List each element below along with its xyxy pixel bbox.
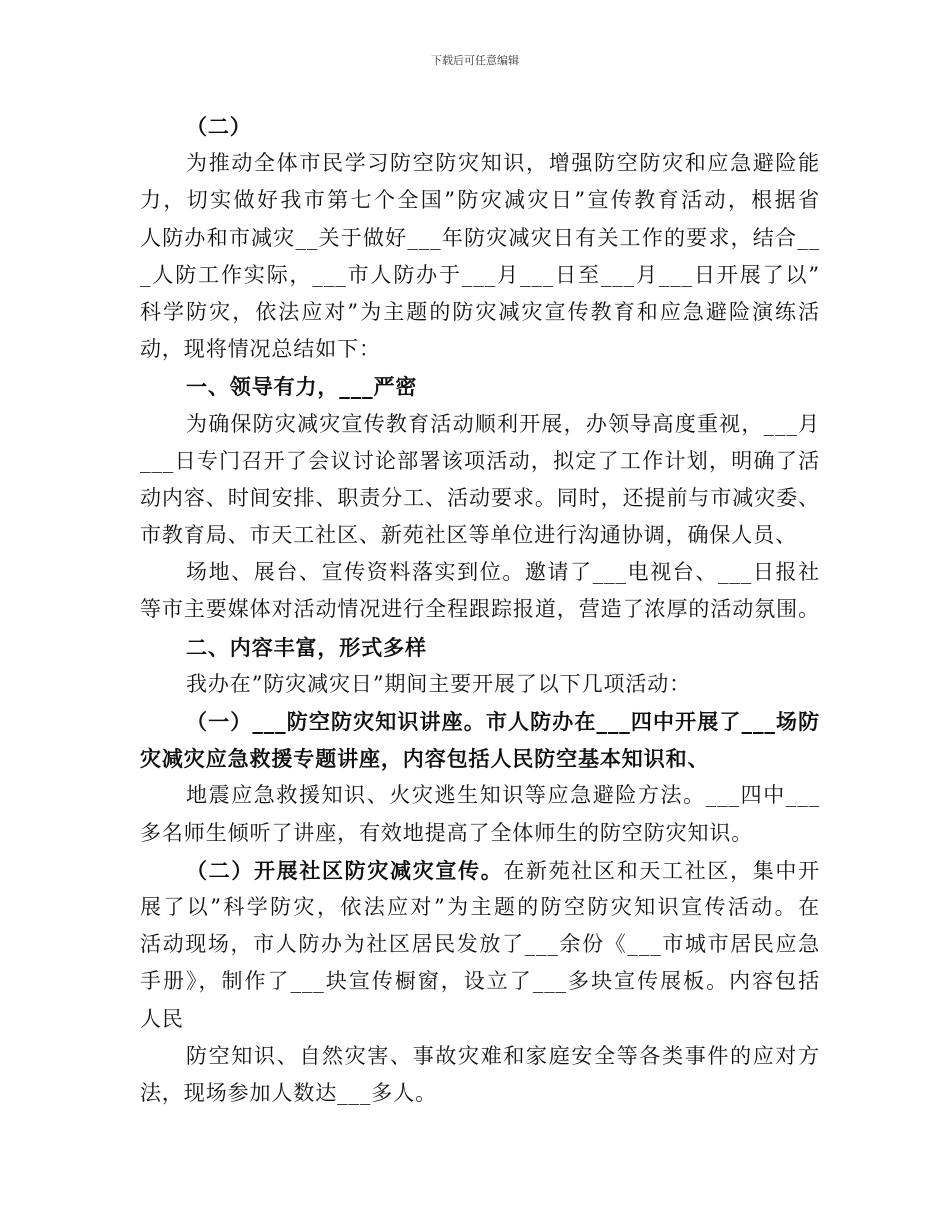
text-line: 地震应急救援知识、火灾逃生知识等应急避险方法。___四中___ — [186, 783, 820, 808]
text-line: 手册》，制作了___块宣传橱窗，设立了___多块宣传展板。内容包括 — [140, 969, 820, 994]
text-line: 二、内容丰富，形式多样 — [186, 634, 427, 660]
text-line: 展了以”科学防灾，依法应对”为主题的防空防灾知识宣传活动。在 — [140, 894, 820, 919]
text-line: 等市主要媒体对活动情况进行全程跟踪报道，营造了浓厚的活动氛围。 — [140, 597, 820, 622]
text-line: 动内容、时间安排、职责分工、活动要求。同时，还提前与市减灾委、 — [140, 485, 820, 510]
header-note: 下载后可任意编辑 — [431, 54, 519, 67]
bold-run: （二）开展社区防灾减灾宣传。 — [186, 857, 504, 883]
text-line: （一）___防空防灾知识讲座。市人防办在___四中开展了___场防 — [186, 709, 820, 734]
text-line: 人防办和市减灾__关于做好___年防灾减灾日有关工作的要求，结合__ — [140, 225, 820, 250]
text-line: 一、领导有力，___严密 — [186, 374, 418, 400]
text-run: 在新苑社区和天工社区，集中开 — [503, 858, 820, 883]
text-line: _人防工作实际，___市人防办于___月___日至___月___日开展了以” — [140, 262, 820, 287]
text-line: 多名师生倾听了讲座，有效地提高了全体师生的防空防灾知识。 — [140, 820, 754, 845]
text-line: 力，切实做好我市第七个全国”防灾减灾日”宣传教育活动，根据省 — [140, 188, 820, 213]
text-line: 防空知识、自然灾害、事故灾难和家庭安全等各类事件的应对方 — [186, 1043, 820, 1068]
text-line: ___日专门召开了会议讨论部署该项活动，拟定了工作计划，明确了活 — [140, 448, 820, 473]
text-line: 场地、展台、宣传资料落实到位。邀请了___电视台、___日报社 — [186, 560, 820, 585]
text-line: 法，现场参加人数达___多人。 — [140, 1080, 437, 1105]
text-line: 为推动全体市民学习防空防灾知识，增强防空防灾和应急避险能 — [186, 151, 820, 176]
text-line: 动，现将情况总结如下： — [140, 337, 381, 362]
text-line: 科学防灾，依法应对”为主题的防灾减灾宣传教育和应急避险演练活 — [140, 299, 820, 324]
text-line: 灾减灾应急救援专题讲座，内容包括人民防空基本知识和、 — [140, 746, 710, 772]
text-line: 人民 — [140, 1006, 184, 1031]
text-line: （二） — [186, 114, 252, 139]
text-line — [140, 852, 820, 889]
text-line: 市教育局、市天工社区、新苑社区等单位进行沟通协调，确保人员、 — [140, 523, 797, 548]
text-line: 我办在”防灾减灾日”期间主要开展了以下几项活动： — [186, 671, 692, 696]
text-line: 为确保防灾减灾宣传教育活动顺利开展，办领导高度重视，___月 — [186, 411, 820, 436]
text-line: 活动现场，市人防办为社区居民发放了___余份《___市城市居民应急 — [140, 932, 820, 957]
document-body — [140, 108, 820, 1112]
